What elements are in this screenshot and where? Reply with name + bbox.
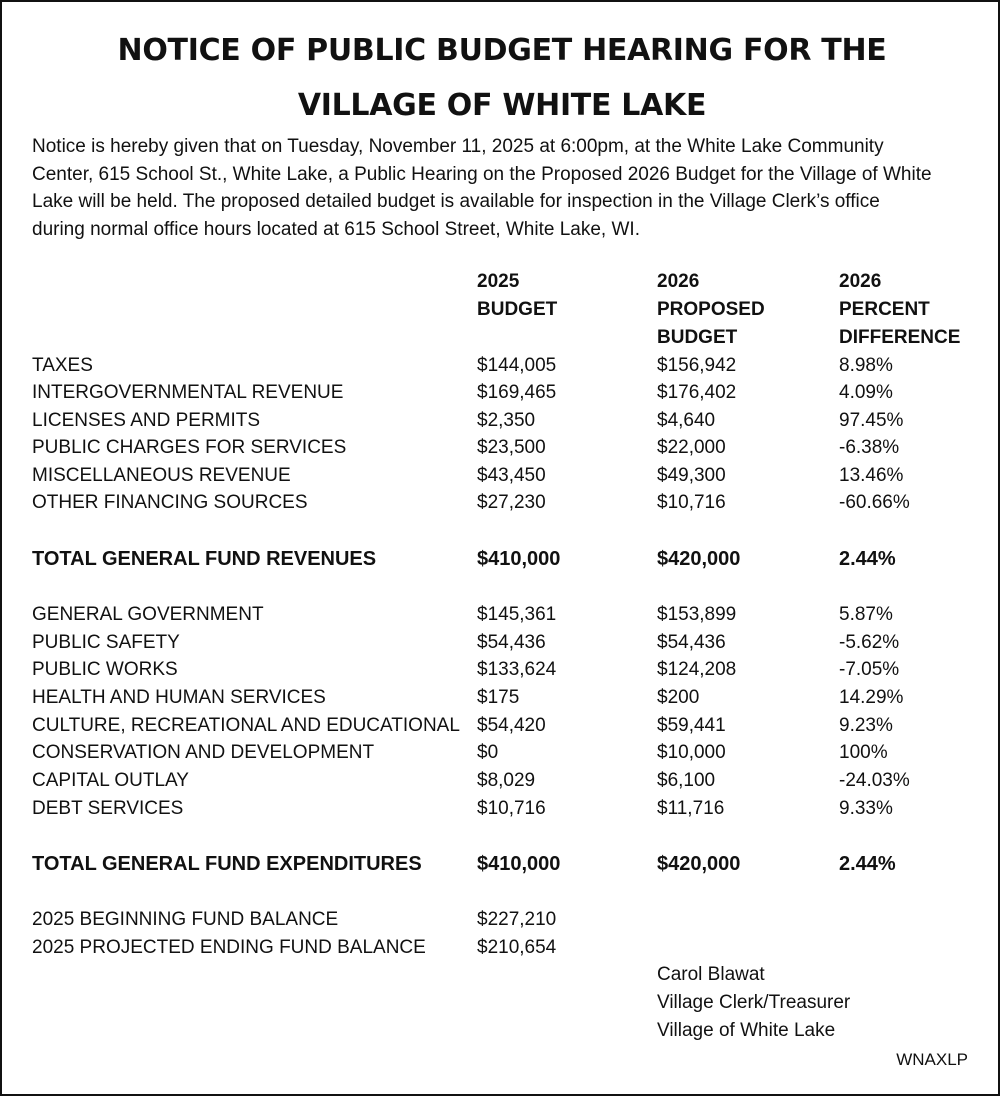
- proposed-2026-value: $49,300: [657, 465, 726, 486]
- budget-2025-value: $27,230: [477, 492, 546, 513]
- expenditure-row: [2, 656, 1000, 684]
- budget-2025-value: $10,716: [477, 798, 546, 819]
- revenue-row: [2, 462, 1000, 490]
- header-line: 2026: [657, 271, 700, 292]
- header-2026-percent-difference: [839, 268, 960, 352]
- expenditure-row: [2, 601, 1000, 629]
- intro-line: during normal office hours located at 615 School Street, White Lake, WI.: [32, 218, 640, 240]
- header-line: DIFFERENCE: [839, 327, 961, 348]
- signature-block: [657, 961, 850, 1045]
- percent-difference-value: 2.44%: [839, 548, 896, 570]
- row-label: LICENSES AND PERMITS: [32, 410, 261, 431]
- percent-difference-value: 2.44%: [839, 853, 896, 875]
- row-label: TOTAL GENERAL FUND EXPENDITURES: [32, 853, 422, 875]
- revenue-row: [2, 352, 1000, 380]
- header-line: 2026: [839, 271, 882, 292]
- expenditure-row: [2, 795, 1000, 823]
- expenditure-row: [2, 712, 1000, 740]
- row-label: TOTAL GENERAL FUND REVENUES: [32, 548, 377, 570]
- percent-difference-value: 100%: [839, 742, 888, 763]
- proposed-2026-value: $4,640: [657, 410, 716, 431]
- proposed-2026-value: $11,716: [657, 798, 725, 819]
- row-label: INTERGOVERNMENTAL REVENUE: [32, 382, 344, 403]
- proposed-2026-value: $6,100: [657, 770, 716, 791]
- row-label: CULTURE, RECREATIONAL AND EDUCATIONAL: [32, 715, 460, 736]
- revenue-row: [2, 407, 1000, 435]
- row-label: PUBLIC CHARGES FOR SERVICES: [32, 437, 347, 458]
- proposed-2026-value: $10,716: [657, 492, 726, 513]
- header-line: BUDGET: [477, 299, 558, 320]
- percent-difference-value: -24.03%: [839, 770, 910, 791]
- row-label: OTHER FINANCING SOURCES: [32, 492, 308, 513]
- percent-difference-value: -7.05%: [839, 659, 900, 680]
- header-line: PROPOSED: [657, 299, 765, 320]
- budget-2025-value: $133,624: [477, 659, 557, 680]
- balance-value: $227,210: [477, 909, 557, 930]
- proposed-2026-value: $420,000: [657, 548, 741, 570]
- row-label: CAPITAL OUTLAY: [32, 770, 189, 791]
- header-2026-proposed-budget: [657, 268, 765, 352]
- intro-line: Center, 615 School St., White Lake, a Public Hearing on the Proposed 2026 Budget for the Village of White: [32, 163, 932, 185]
- proposed-2026-value: $54,436: [657, 632, 726, 653]
- signer-organization: Village of White Lake: [657, 1020, 836, 1041]
- budget-2025-value: $410,000: [477, 853, 561, 875]
- proposed-2026-value: $10,000: [657, 742, 726, 763]
- row-label: MISCELLANEOUS REVENUE: [32, 465, 291, 486]
- intro-paragraph: [32, 133, 982, 243]
- ad-code: WNAXLP: [896, 1050, 968, 1069]
- proposed-2026-value: $153,899: [657, 604, 737, 625]
- header-line: BUDGET: [657, 327, 738, 348]
- row-label: 2025 PROJECTED ENDING FUND BALANCE: [32, 937, 426, 958]
- intro-line: Notice is hereby given that on Tuesday, November 11, 2025 at 6:00pm, at the White Lake Community: [32, 136, 884, 157]
- row-label: CONSERVATION AND DEVELOPMENT: [32, 742, 375, 763]
- expenditure-row: [2, 739, 1000, 767]
- signer-name: Carol Blawat: [657, 964, 765, 985]
- balance-value: $210,654: [477, 937, 557, 958]
- percent-difference-value: 13.46%: [839, 465, 904, 486]
- budget-2025-value: $23,500: [477, 437, 546, 458]
- budget-2025-value: $43,450: [477, 465, 546, 486]
- budget-2025-value: $54,420: [477, 715, 546, 736]
- percent-difference-value: 9.33%: [839, 798, 893, 819]
- percent-difference-value: -6.38%: [839, 437, 900, 458]
- percent-difference-value: 9.23%: [839, 715, 893, 736]
- total-revenues-row: [2, 545, 1000, 573]
- row-label: PUBLIC SAFETY: [32, 632, 180, 653]
- percent-difference-value: -60.66%: [839, 492, 910, 513]
- expenditure-row: [2, 629, 1000, 657]
- header-line: 2025: [477, 271, 520, 292]
- budget-2025-value: $2,350: [477, 410, 536, 431]
- proposed-2026-value: $59,441: [657, 715, 726, 736]
- percent-difference-value: 97.45%: [839, 410, 904, 431]
- row-label: HEALTH AND HUMAN SERVICES: [32, 687, 326, 708]
- row-label: TAXES: [32, 355, 93, 376]
- proposed-2026-value: $176,402: [657, 382, 737, 403]
- header-2025-budget: [477, 268, 557, 324]
- fund-balance-row: [2, 934, 1000, 962]
- percent-difference-value: 4.09%: [839, 382, 893, 403]
- signer-title: Village Clerk/Treasurer: [657, 992, 851, 1013]
- budget-2025-value: $410,000: [477, 548, 561, 570]
- budget-2025-value: $175: [477, 687, 520, 708]
- total-expenditures-row: [2, 850, 1000, 878]
- revenue-row: [2, 434, 1000, 462]
- proposed-2026-value: $22,000: [657, 437, 726, 458]
- expenditure-row: [2, 684, 1000, 712]
- budget-2025-value: $145,361: [477, 604, 557, 625]
- notice-title-line-2: VILLAGE OF WHITE LAKE: [297, 88, 707, 123]
- budget-2025-value: $54,436: [477, 632, 546, 653]
- percent-difference-value: -5.62%: [839, 632, 900, 653]
- row-label: 2025 BEGINNING FUND BALANCE: [32, 909, 339, 930]
- row-label: DEBT SERVICES: [32, 798, 184, 819]
- notice-title-line-1: NOTICE OF PUBLIC BUDGET HEARING FOR THE: [117, 33, 887, 68]
- expenditure-row: [2, 767, 1000, 795]
- header-line: PERCENT: [839, 299, 930, 320]
- proposed-2026-value: $200: [657, 687, 700, 708]
- budget-2025-value: $144,005: [477, 355, 557, 376]
- proposed-2026-value: $420,000: [657, 853, 741, 875]
- intro-line: Lake will be held. The proposed detailed budget is available for inspection in the Village Clerk’s office: [32, 191, 880, 212]
- proposed-2026-value: $156,942: [657, 355, 737, 376]
- budget-2025-value: $169,465: [477, 382, 557, 403]
- row-label: PUBLIC WORKS: [32, 659, 178, 680]
- percent-difference-value: 8.98%: [839, 355, 893, 376]
- fund-balance-row: [2, 906, 1000, 934]
- proposed-2026-value: $124,208: [657, 659, 737, 680]
- budget-2025-value: $0: [477, 742, 499, 763]
- percent-difference-value: 14.29%: [839, 687, 904, 708]
- budget-2025-value: $8,029: [477, 770, 536, 791]
- percent-difference-value: 5.87%: [839, 604, 893, 625]
- revenue-row: [2, 379, 1000, 407]
- row-label: GENERAL GOVERNMENT: [32, 604, 264, 625]
- revenue-row: [2, 489, 1000, 517]
